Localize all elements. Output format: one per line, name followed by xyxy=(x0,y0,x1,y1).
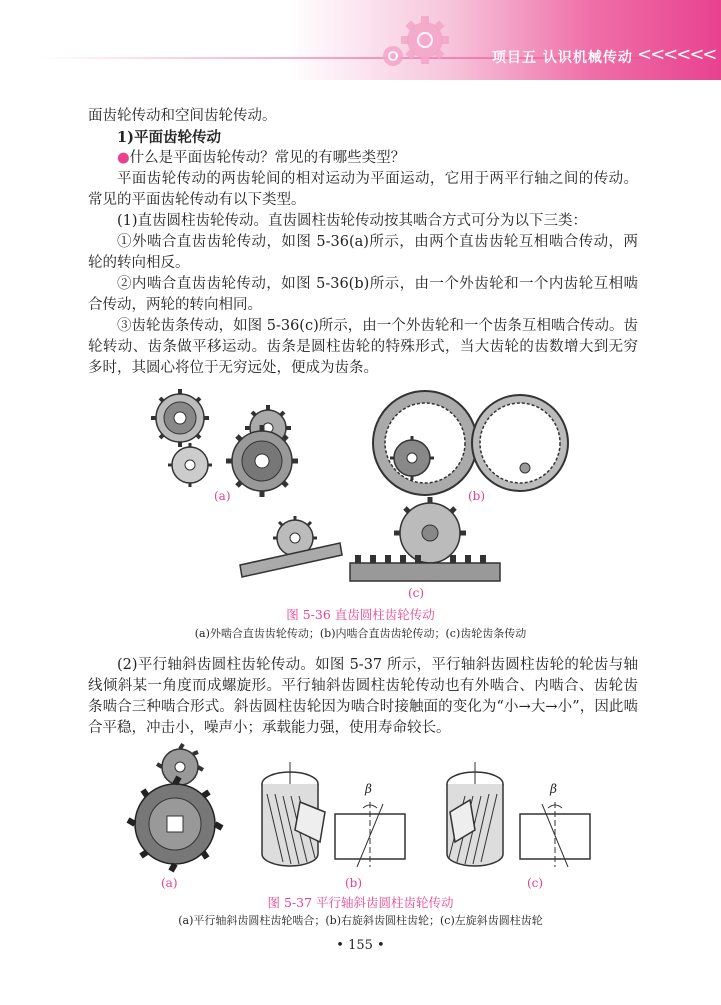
figure-label-c: (c) xyxy=(408,586,425,600)
figure-label-a: (a) xyxy=(161,876,178,890)
page-header xyxy=(0,0,721,80)
figure-label-b: (b) xyxy=(468,489,486,503)
bullet-icon: ● xyxy=(117,150,130,166)
paragraph: 平面齿轮传动的两齿轮间的相对运动为平面运动，它用于两平行轴之间的传动。常见的平面齿轮传动有以下类型。 xyxy=(88,171,638,208)
external-mesh-gears-icon xyxy=(151,389,298,497)
paragraph: (1)直齿圆柱齿轮传动。直齿圆柱齿轮传动按其啮合方式可分为以下三类： xyxy=(117,213,588,229)
beta-angle-label-b: β xyxy=(365,782,372,796)
figure-5-37 xyxy=(125,742,595,890)
left-hand-helical-gear-icon xyxy=(447,762,590,867)
figure-label-a: (a) xyxy=(214,489,231,503)
header-title: 项目五 认识机械传动 xyxy=(492,50,633,66)
rack-and-pinion-icon xyxy=(240,497,500,581)
helical-gear-mesh-icon xyxy=(128,744,222,871)
paragraph: (2)平行轴斜齿圆柱齿轮传动。如图 5-37 所示，平行轴斜齿圆柱齿轮的轮齿与轴线倾斜某一角度而成螺旋形。平行轴斜齿圆柱齿轮传动也有外啮合、内啮合、齿轮齿条啮合三种啮合形式。斜齿圆柱齿轮因为啮合时接触面的变化为“小→大→小”，因此啮合平稳，冲击小，噪声小；承载能力强，使用寿命较长。 xyxy=(88,657,638,736)
figure-5-36 xyxy=(150,383,570,598)
gear-decoration-icon xyxy=(355,8,475,78)
internal-mesh-gears-icon xyxy=(373,391,568,495)
intro-line: 面齿轮传动和空间齿轮传动。 xyxy=(88,108,277,124)
header-arrows: <<<<<< xyxy=(637,44,716,65)
paragraph: ②内啮合直齿齿轮传动，如图 5-36(b)所示，由一个外齿轮和一个内齿轮互相啮合传动，两轮的转向相同。 xyxy=(88,276,638,313)
section-heading: 1)平面齿轮传动 xyxy=(117,129,221,146)
figure-5-36-subcaption: (a)外啮合直齿齿轮传动；(b)内啮合直齿齿轮传动；(c)齿轮齿条传动 xyxy=(194,627,527,640)
spur-gears-illustration xyxy=(150,383,570,598)
text-block-top xyxy=(88,106,638,379)
question-line xyxy=(88,148,638,169)
figure-label-b: (b) xyxy=(345,876,363,890)
figure-label-c: (c) xyxy=(527,876,544,890)
paragraph: ①外啮合直齿齿轮传动，如图 5-36(a)所示，由两个直齿齿轮互相啮合传动，两轮的转向相反。 xyxy=(88,234,638,271)
page-number: • 155 • xyxy=(336,938,385,953)
right-hand-helical-gear-icon xyxy=(262,762,405,867)
text-block-middle xyxy=(88,655,638,739)
figure-5-36-caption: 图 5-36 直齿圆柱齿轮传动 xyxy=(286,607,435,622)
figure-5-37-caption: 图 5-37 平行轴斜齿圆柱齿轮传动 xyxy=(267,895,454,910)
paragraph: ③齿轮齿条传动，如图 5-36(c)所示，由一个外齿轮和一个齿条互相啮合传动。齿轮转动、齿条做平移运动。齿条是圆柱齿轮的特殊形式，当大齿轮的齿数增大到无穷多时，其圆心将位于无穷远处，便成为齿条。 xyxy=(88,318,638,376)
question-text: 什么是平面齿轮传动？常见的有哪些类型？ xyxy=(129,150,406,166)
figure-5-37-subcaption: (a)平行轴斜齿圆柱齿轮啮合；(b)右旋斜齿圆柱齿轮；(c)左旋斜齿圆柱齿轮 xyxy=(178,914,543,927)
beta-angle-label-c: β xyxy=(550,782,557,796)
helical-gears-illustration xyxy=(125,742,595,890)
